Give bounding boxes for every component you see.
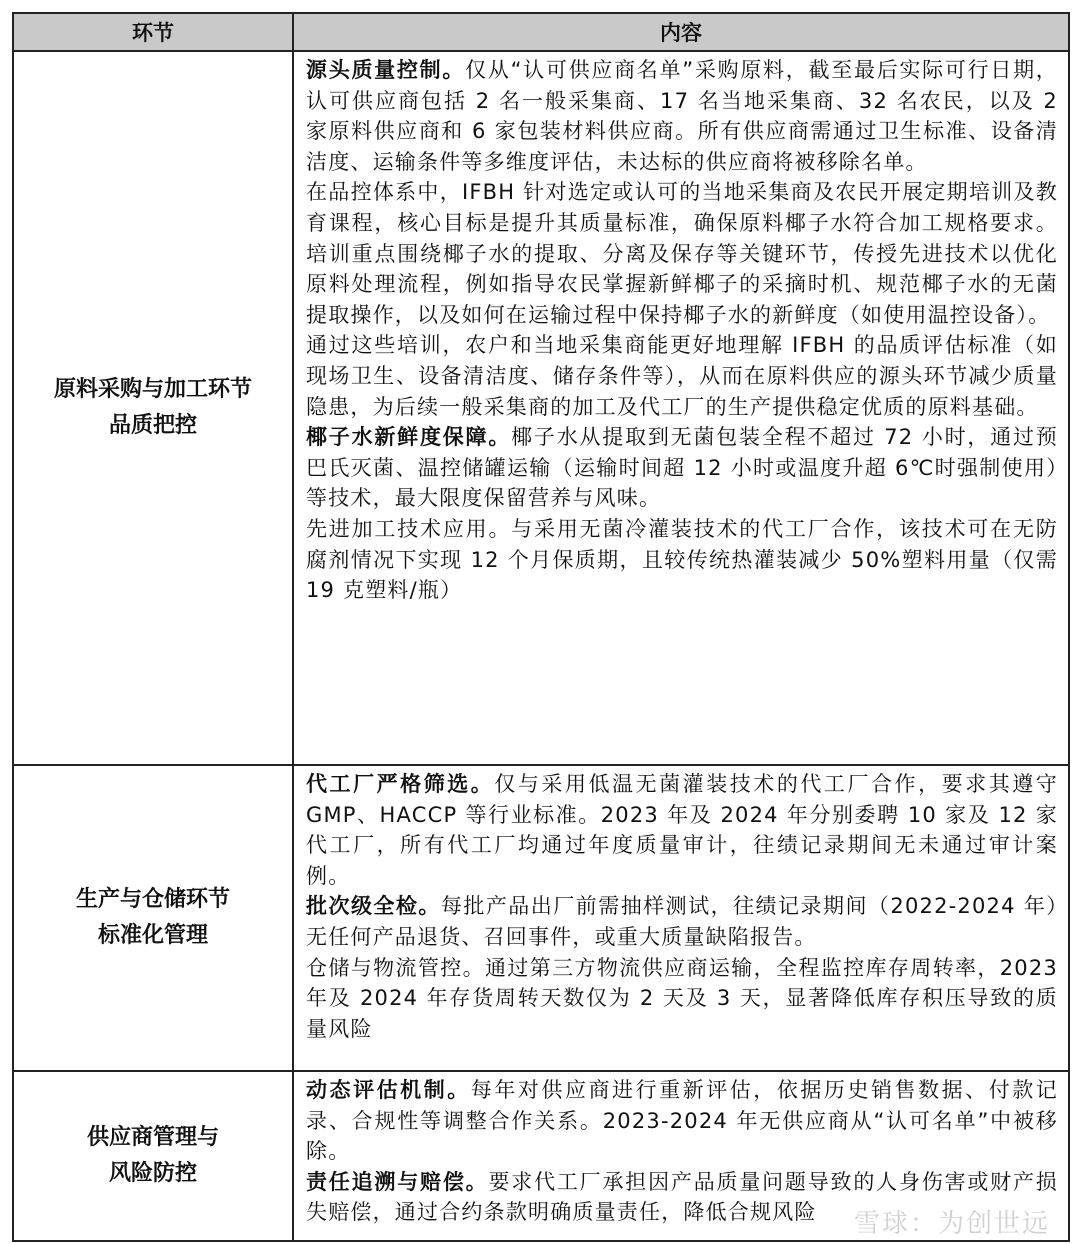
- content-paragraph: [306, 422, 1058, 514]
- stage-cell: [13, 51, 293, 765]
- stage-label-line: 原料采购与加工环节: [53, 377, 252, 402]
- stage-cell: [13, 1071, 293, 1241]
- paragraph-text: 每年对供应商进行重新评估，依据历史销售数据、付款记录、合规性等调整合作关系。2023-2024 年无供应商从“认可名单”中被移除。: [306, 1078, 1058, 1164]
- paragraph-text: 在品控体系中，IFBH 针对选定或认可的当地采集商及农民开展定期培训及教育课程，核心目标是提升其质量标准，确保原料椰子水符合加工规格要求。培训重点围绕椰子水的提取、分离及保存等关键环节，传授先进技术以优化原料处理流程，例如指导农民掌握新鲜椰子的采摘时机、规范椰子水的无菌提取操作，以及如何在运输过程中保持椰子水的新鲜度（如使用温控设备）。: [306, 180, 1058, 327]
- paragraph-text: 椰子水从提取到无菌包装全程不超过 72 小时，通过预巴氏灭菌、温控储罐运输（运输时间超 12 小时或温度升超 6℃时强制使用）等技术，最大限度保留营养与风味。: [306, 425, 1058, 511]
- content-paragraph: [306, 330, 1058, 422]
- table-row: [13, 1071, 1069, 1241]
- paragraph-lead: 椰子水新鲜度保障。: [306, 425, 512, 450]
- content-paragraph: [306, 514, 1058, 606]
- paragraph-text: 每批产品出厂前需抽样测试，往绩记录期间（2022-2024 年）无任何产品退货、召回事件，或重大质量缺陷报告。: [306, 894, 1059, 949]
- header-row: [13, 13, 1069, 51]
- content-paragraph: [306, 55, 1058, 177]
- stage-label-line: 风险防控: [108, 1161, 197, 1186]
- header-content: 内容: [293, 13, 1069, 51]
- paragraph-text: 通过这些培训，农户和当地采集商能更好地理解 IFBH 的品质评估标准（如现场卫生、设备清洁度、储存条件等），从而在原料供应的源头环节减少质量隐患，为后续一般采集商的加工及代工厂的生产提供稳定优质的原料基础。: [306, 333, 1058, 419]
- content-paragraph: [306, 953, 1058, 1045]
- paragraph-text: 仅从“认可供应商名单”采购原料，截至最后实际可行日期，认可供应商包括 2 名一般采集商、17 名当地采集商、32 名农民，以及 2 家原料供应商和 6 家包装材料供应商。所有供应商需通过卫生标准、设备清洁度、运输条件等多维度评估，未达标的供应商将被移除名单。: [306, 58, 1058, 174]
- quality-control-table: [12, 12, 1070, 1242]
- watermark: 雪球：为创世远: [853, 1209, 1050, 1239]
- content-cell: [293, 51, 1069, 765]
- content-paragraph: [306, 177, 1058, 330]
- stage-cell: [13, 765, 293, 1071]
- content-cell: [293, 1071, 1069, 1241]
- paragraph-lead: 代工厂严格筛选。: [306, 772, 495, 796]
- content-paragraph: [306, 891, 1058, 952]
- paragraph-text: 要求代工厂承担因产品质量问题导致的人身伤害或财产损失赔偿，通过合约条款明确质量责任，降低合规风险: [306, 1169, 1058, 1225]
- table-row: [13, 765, 1069, 1071]
- paragraph-text: 先进加工技术应用。与采用无菌冷灌装技术的代工厂合作，该技术可在无防腐剂情况下实现 12 个月保质期，且较传统热灌装减少 50%塑料用量（仅需 19 克塑料/瓶）: [306, 516, 1058, 603]
- table-row: [13, 51, 1069, 765]
- paragraph-lead: 动态评估机制。: [306, 1078, 471, 1102]
- paragraph-lead: 批次级全检。: [306, 894, 441, 919]
- stage-label-line: 生产与仓储环节: [75, 887, 230, 912]
- stage-label-line: 品质把控: [108, 413, 197, 438]
- stage-label-line: 标准化管理: [97, 923, 208, 948]
- paragraph-text: 仓储与物流管控。通过第三方物流供应商运输，全程监控库存周转率，2023 年及 2024 年存货周转天数仅为 2 天及 3 天，显著降低库存积压导致的质量风险: [306, 955, 1058, 1041]
- content-cell: [293, 765, 1069, 1071]
- header-stage: 环节: [13, 13, 293, 51]
- paragraph-text: 仅与采用低温无菌灌装技术的代工厂合作，要求其遵守 GMP、HACCP 等行业标准。2023 年及 2024 年分别委聘 10 家及 12 家代工厂，所有代工厂均通过年度质量审计，往绩记录期间无未通过审计案例。: [306, 772, 1058, 888]
- stage-label-line: 供应商管理与: [86, 1125, 219, 1150]
- content-paragraph: [306, 769, 1058, 891]
- paragraph-lead: 源头质量控制。: [306, 58, 466, 82]
- content-paragraph: [306, 1075, 1058, 1167]
- content-paragraph: [306, 1167, 1058, 1228]
- paragraph-lead: 责任追溯与赔偿。: [306, 1169, 489, 1194]
